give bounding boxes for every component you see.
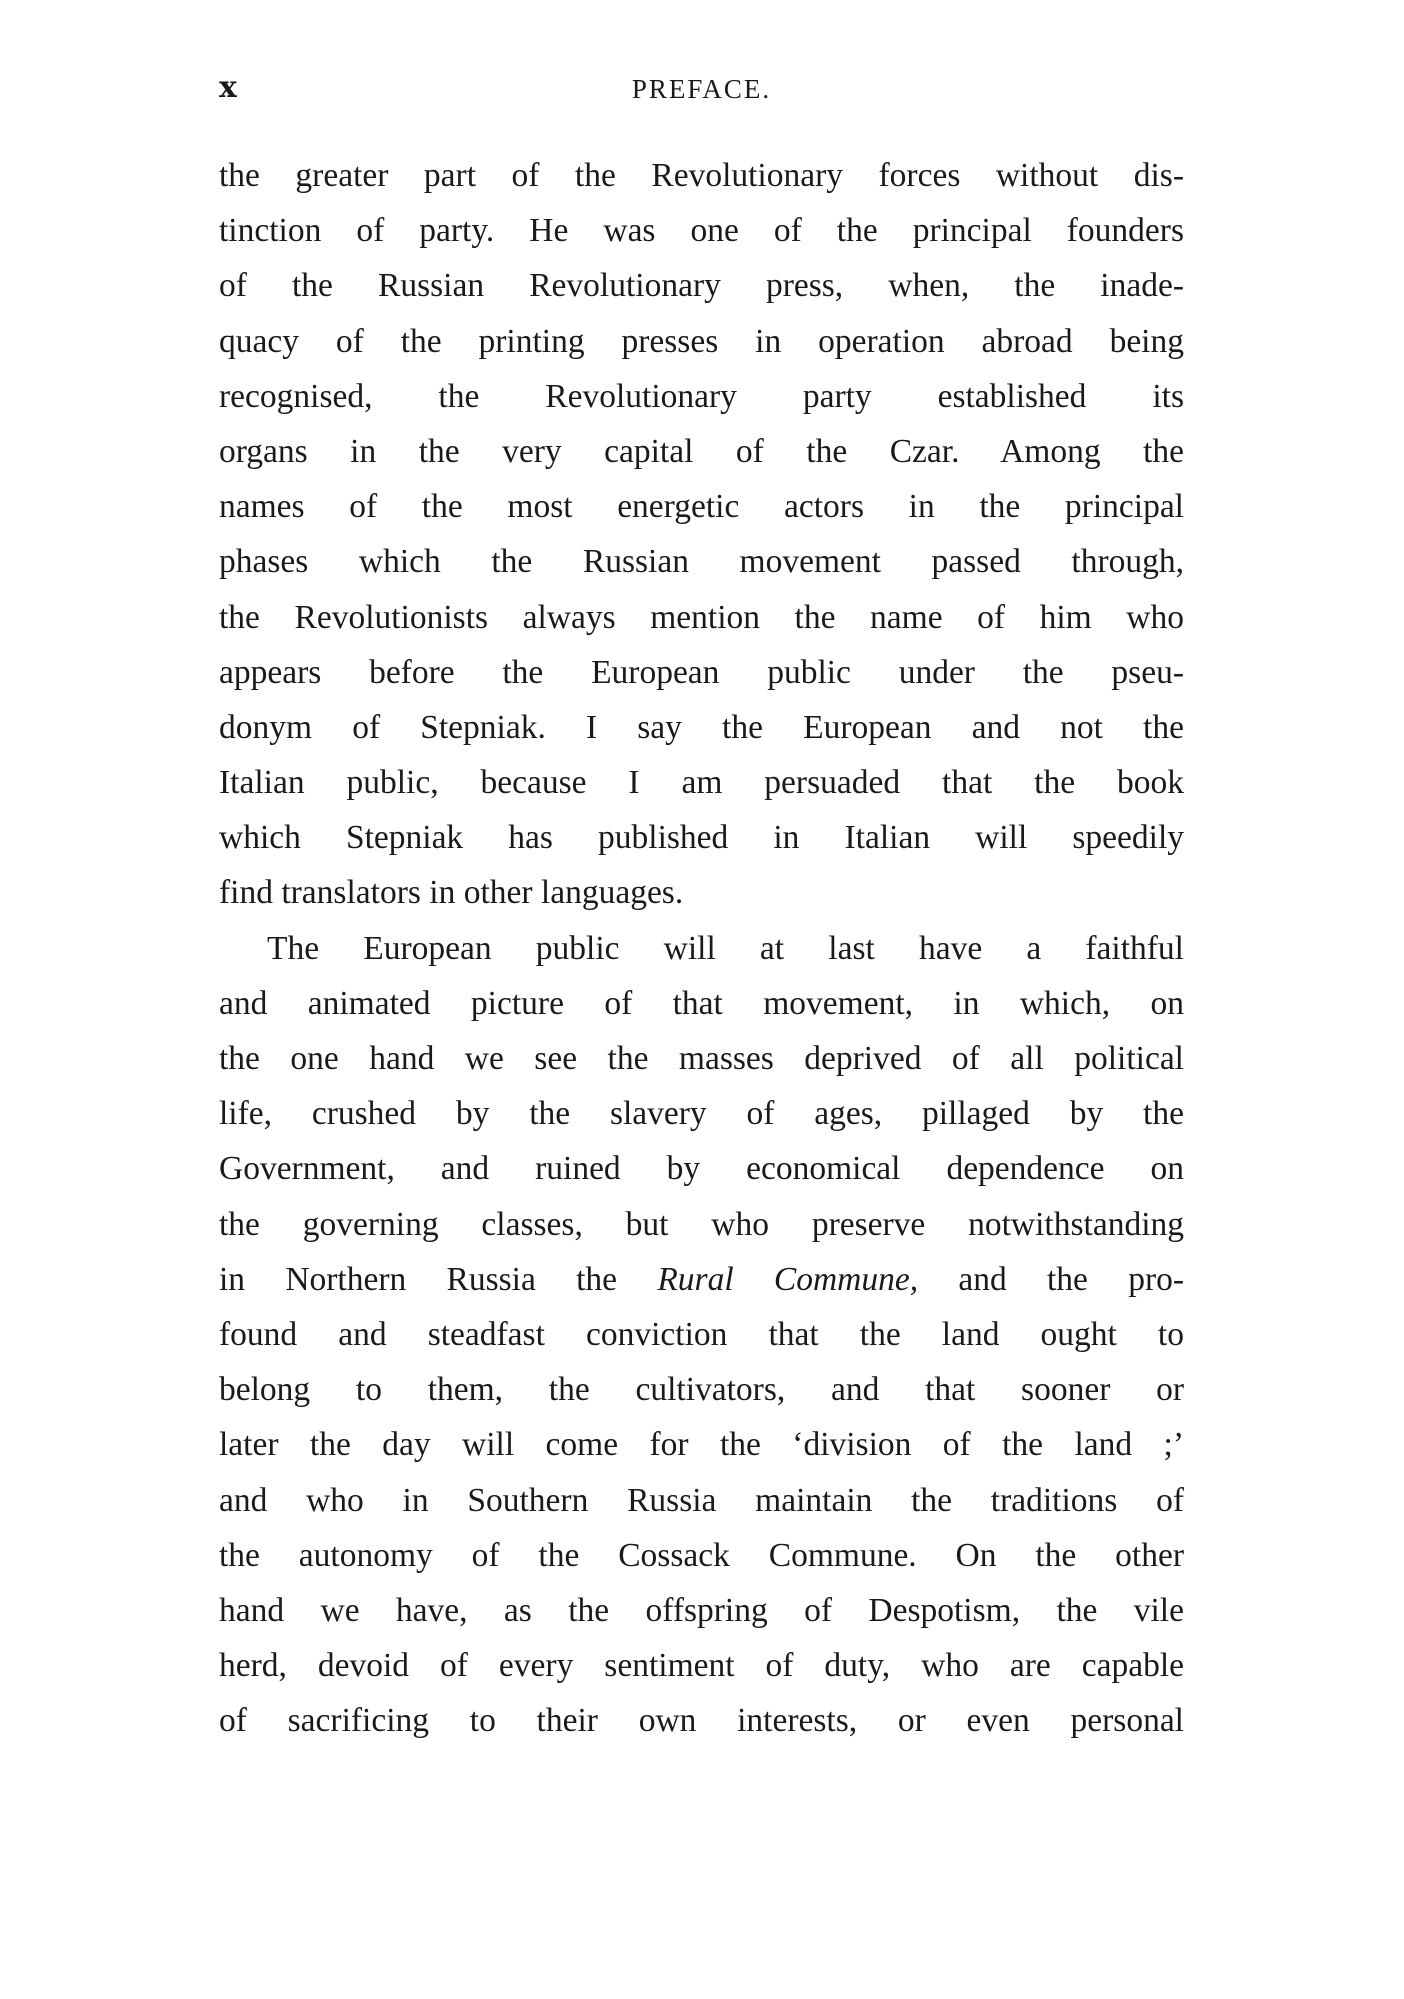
text-line: the greater part of the Revolutionary forces without dis-: [219, 157, 1184, 194]
text-line: organs in the very capital of the Czar. Among the: [219, 432, 1184, 470]
text-line: the Revolutionists always mention the name of him who: [219, 598, 1184, 636]
body-text: [219, 148, 1184, 1748]
page-header: [219, 64, 1184, 112]
text-line: Italian public, because I am persuaded that the book: [219, 764, 1184, 802]
text-line: of the Russian Revolutionary press, when, the inade-: [219, 267, 1184, 305]
text-line: the autonomy of the Cossack Commune. On the other: [219, 1536, 1184, 1574]
text-line: found and steadfast conviction that the land ought to: [219, 1315, 1184, 1353]
text-line: phases which the Russian movement passed through,: [219, 543, 1184, 581]
text-line: and who in Southern Russia maintain the traditions of: [219, 1481, 1184, 1519]
text-line: find translators in other languages.: [219, 874, 684, 912]
italic-term: Rural Commune,: [657, 1260, 919, 1298]
text-line: recognised, the Revolutionary party established its: [219, 377, 1184, 415]
running-head: PREFACE.: [631, 74, 772, 104]
text-line: donym of Stepniak. I say the European and not the: [219, 708, 1184, 746]
text-line: and animated picture of that movement, in which, on: [219, 984, 1184, 1022]
text-line: quacy of the printing presses in operation abroad being: [219, 322, 1184, 360]
paragraph-first-line: The European public will at last have a faithful: [267, 929, 1184, 967]
line-prefix: in Northern Russia the: [219, 1260, 658, 1298]
text-line: life, crushed by the slavery of ages, pillaged by the: [219, 1095, 1184, 1133]
text-line: belong to them, the cultivators, and that sooner or: [219, 1371, 1184, 1409]
text-line: appears before the European public under the pseu-: [219, 653, 1184, 691]
page-number: x: [219, 70, 238, 105]
text-line: the one hand we see the masses deprived of all political: [219, 1040, 1184, 1077]
text-line: herd, devoid of every sentiment of duty, who are capable: [219, 1647, 1184, 1685]
text-line: Government, and ruined by economical dependence on: [219, 1150, 1184, 1188]
text-line: later the day will come for the ‘division of the land ;’: [219, 1426, 1184, 1464]
text-line: which Stepniak has published in Italian will speedily: [219, 819, 1184, 857]
text-line: names of the most energetic actors in the principal: [219, 488, 1184, 526]
text-line: tinction of party. He was one of the principal founders: [219, 212, 1184, 250]
line-suffix: and the pro-: [918, 1260, 1185, 1298]
text-line: of sacrificing to their own interests, or even personal: [219, 1702, 1184, 1740]
text-line-with-italic: [219, 1252, 1184, 1307]
text-line: the governing classes, but who preserve notwithstanding: [219, 1205, 1184, 1243]
text-line: hand we have, as the offspring of Despotism, the vile: [219, 1591, 1184, 1629]
